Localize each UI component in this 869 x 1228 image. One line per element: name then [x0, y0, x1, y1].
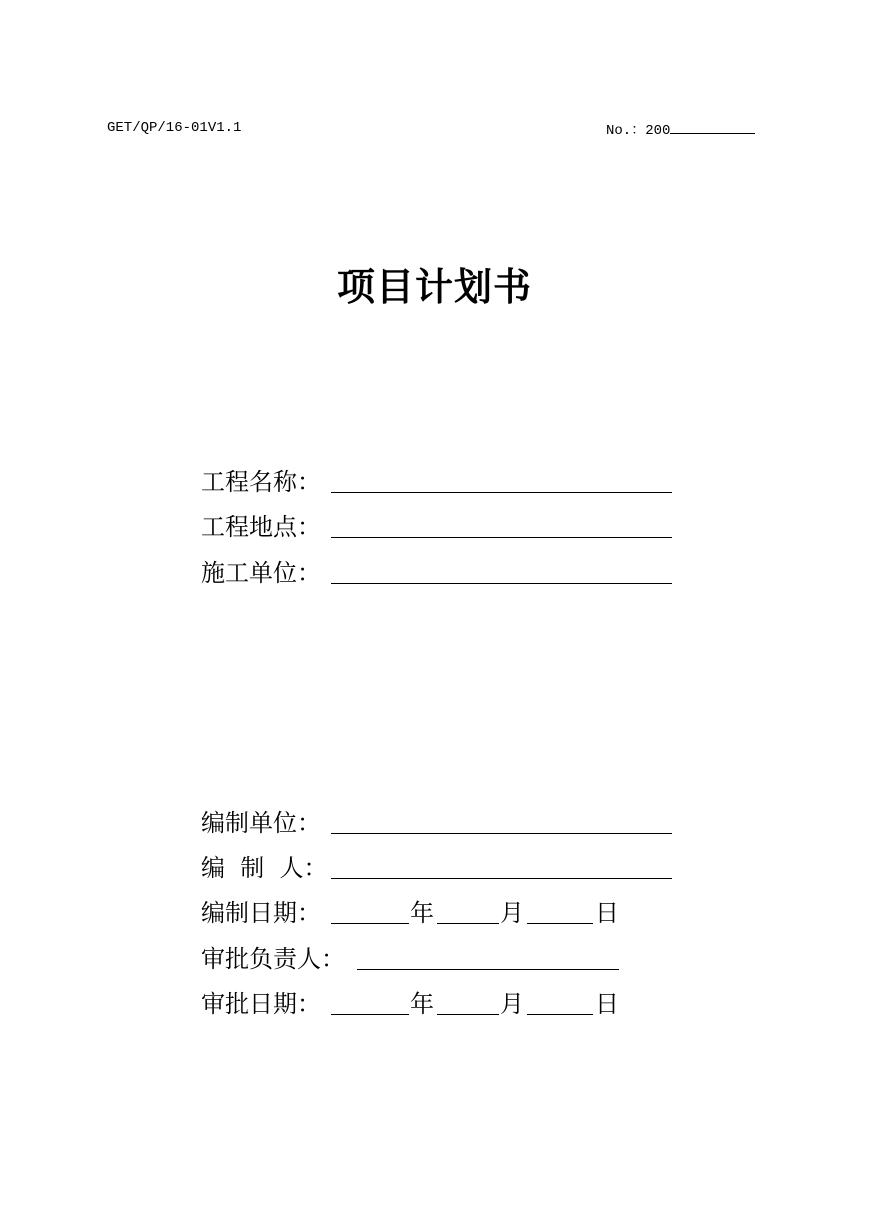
compile-year-field[interactable]	[331, 923, 409, 924]
document-code: GET/QP/16-01V1.1	[107, 120, 242, 136]
approval-day-unit: 日	[595, 990, 619, 1018]
approver-label: 审批负责人：	[201, 945, 345, 973]
approval-year-unit: 年	[410, 990, 434, 1018]
document-number-blank[interactable]	[670, 119, 755, 134]
compile-unit-label: 编制单位：	[201, 809, 321, 837]
project-location-label: 工程地点：	[201, 513, 321, 541]
approval-month-unit: 月	[500, 990, 524, 1018]
document-number-label: No.：200	[606, 123, 671, 139]
compile-month-field[interactable]	[437, 923, 499, 924]
project-name-label: 工程名称：	[201, 468, 321, 496]
approval-year-field[interactable]	[331, 1014, 409, 1015]
approval-month-field[interactable]	[437, 1014, 499, 1015]
compile-unit-field[interactable]	[331, 833, 672, 834]
compiler-label: 编 制 人：	[201, 854, 328, 882]
compiler-field[interactable]	[331, 878, 672, 879]
compile-month-unit: 月	[500, 899, 524, 927]
contractor-label: 施工单位：	[201, 559, 321, 587]
compile-day-field[interactable]	[527, 923, 593, 924]
approver-field[interactable]	[357, 969, 619, 970]
document-number	[606, 119, 755, 140]
page-title: 项目计划书	[336, 265, 532, 309]
contractor-field[interactable]	[331, 583, 672, 584]
approval-day-field[interactable]	[527, 1014, 593, 1015]
approval-date-label: 审批日期：	[201, 990, 321, 1018]
project-name-field[interactable]	[331, 492, 672, 493]
project-location-field[interactable]	[331, 537, 672, 538]
compile-day-unit: 日	[595, 899, 619, 927]
compile-date-label: 编制日期：	[201, 899, 321, 927]
compile-year-unit: 年	[410, 899, 434, 927]
